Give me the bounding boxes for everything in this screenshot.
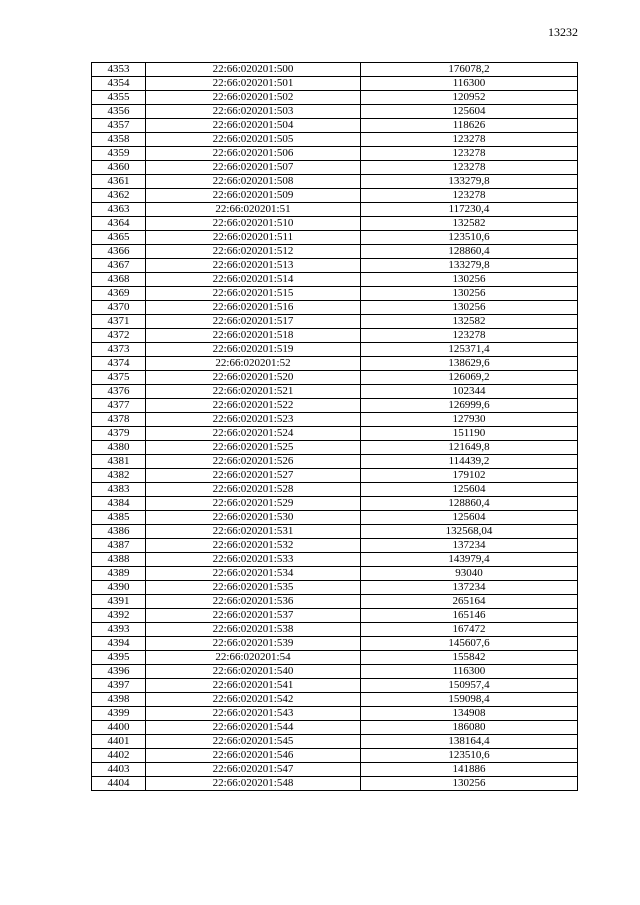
cadastral-number-cell: 22:66:020201:544 — [146, 721, 361, 735]
cadastral-number-cell: 22:66:020201:545 — [146, 735, 361, 749]
cadastral-number-cell: 22:66:020201:546 — [146, 749, 361, 763]
table-row — [92, 413, 578, 427]
row-number-cell: 4372 — [92, 329, 146, 343]
cadastral-number-cell: 22:66:020201:523 — [146, 413, 361, 427]
cadastral-number-cell: 22:66:020201:541 — [146, 679, 361, 693]
table-row — [92, 175, 578, 189]
row-number-cell: 4387 — [92, 539, 146, 553]
table-row — [92, 581, 578, 595]
row-number-cell: 4381 — [92, 455, 146, 469]
row-number-cell: 4359 — [92, 147, 146, 161]
cadastral-value-cell: 132582 — [361, 315, 578, 329]
cadastral-number-cell: 22:66:020201:534 — [146, 567, 361, 581]
table-row — [92, 609, 578, 623]
table-row — [92, 721, 578, 735]
cadastral-value-cell: 114439,2 — [361, 455, 578, 469]
cadastral-number-cell: 22:66:020201:516 — [146, 301, 361, 315]
row-number-cell: 4354 — [92, 77, 146, 91]
cadastral-value-cell: 123278 — [361, 161, 578, 175]
cadastral-number-cell: 22:66:020201:510 — [146, 217, 361, 231]
cadastral-number-cell: 22:66:020201:506 — [146, 147, 361, 161]
cadastral-value-cell: 145607,6 — [361, 637, 578, 651]
row-number-cell: 4391 — [92, 595, 146, 609]
table-row — [92, 273, 578, 287]
cadastral-number-cell: 22:66:020201:527 — [146, 469, 361, 483]
cadastral-value-cell: 265164 — [361, 595, 578, 609]
row-number-cell: 4385 — [92, 511, 146, 525]
cadastral-value-cell: 126069,2 — [361, 371, 578, 385]
cadastral-value-table — [91, 62, 578, 791]
cadastral-number-cell: 22:66:020201:540 — [146, 665, 361, 679]
cadastral-number-cell: 22:66:020201:543 — [146, 707, 361, 721]
table-row — [92, 693, 578, 707]
row-number-cell: 4384 — [92, 497, 146, 511]
row-number-cell: 4401 — [92, 735, 146, 749]
cadastral-value-cell: 165146 — [361, 609, 578, 623]
row-number-cell: 4355 — [92, 91, 146, 105]
cadastral-value-cell: 123278 — [361, 147, 578, 161]
cadastral-value-cell: 137234 — [361, 581, 578, 595]
cadastral-number-cell: 22:66:020201:526 — [146, 455, 361, 469]
cadastral-number-cell: 22:66:020201:529 — [146, 497, 361, 511]
table-row — [92, 525, 578, 539]
cadastral-value-cell: 116300 — [361, 665, 578, 679]
cadastral-number-cell: 22:66:020201:52 — [146, 357, 361, 371]
table-row — [92, 469, 578, 483]
table-row — [92, 217, 578, 231]
row-number-cell: 4398 — [92, 693, 146, 707]
cadastral-value-cell: 116300 — [361, 77, 578, 91]
row-number-cell: 4370 — [92, 301, 146, 315]
row-number-cell: 4353 — [92, 63, 146, 77]
table-row — [92, 133, 578, 147]
row-number-cell: 4358 — [92, 133, 146, 147]
table-row — [92, 189, 578, 203]
table-row — [92, 105, 578, 119]
row-number-cell: 4360 — [92, 161, 146, 175]
cadastral-value-cell: 130256 — [361, 273, 578, 287]
cadastral-value-cell: 125604 — [361, 483, 578, 497]
row-number-cell: 4382 — [92, 469, 146, 483]
row-number-cell: 4365 — [92, 231, 146, 245]
table-row — [92, 231, 578, 245]
cadastral-value-cell: 125604 — [361, 105, 578, 119]
cadastral-number-cell: 22:66:020201:520 — [146, 371, 361, 385]
row-number-cell: 4402 — [92, 749, 146, 763]
row-number-cell: 4396 — [92, 665, 146, 679]
cadastral-value-cell: 151190 — [361, 427, 578, 441]
row-number-cell: 4390 — [92, 581, 146, 595]
cadastral-value-cell: 102344 — [361, 385, 578, 399]
row-number-cell: 4362 — [92, 189, 146, 203]
table-row — [92, 707, 578, 721]
table-row — [92, 357, 578, 371]
cadastral-number-cell: 22:66:020201:547 — [146, 763, 361, 777]
table-row — [92, 651, 578, 665]
row-number-cell: 4389 — [92, 567, 146, 581]
cadastral-value-cell: 120952 — [361, 91, 578, 105]
row-number-cell: 4371 — [92, 315, 146, 329]
cadastral-number-cell: 22:66:020201:514 — [146, 273, 361, 287]
row-number-cell: 4383 — [92, 483, 146, 497]
cadastral-number-cell: 22:66:020201:542 — [146, 693, 361, 707]
cadastral-value-cell: 141886 — [361, 763, 578, 777]
cadastral-value-cell: 93040 — [361, 567, 578, 581]
cadastral-number-cell: 22:66:020201:521 — [146, 385, 361, 399]
table-row — [92, 777, 578, 791]
row-number-cell: 4361 — [92, 175, 146, 189]
table-body — [92, 63, 578, 791]
cadastral-value-cell: 128860,4 — [361, 245, 578, 259]
cadastral-number-cell: 22:66:020201:537 — [146, 609, 361, 623]
cadastral-value-cell: 118626 — [361, 119, 578, 133]
table-row — [92, 287, 578, 301]
cadastral-number-cell: 22:66:020201:524 — [146, 427, 361, 441]
cadastral-number-cell: 22:66:020201:503 — [146, 105, 361, 119]
table-row — [92, 665, 578, 679]
table-row — [92, 329, 578, 343]
cadastral-value-cell: 130256 — [361, 287, 578, 301]
row-number-cell: 4369 — [92, 287, 146, 301]
cadastral-value-cell: 128860,4 — [361, 497, 578, 511]
row-number-cell: 4404 — [92, 777, 146, 791]
page-number: 13232 — [548, 25, 578, 39]
cadastral-value-cell: 143979,4 — [361, 553, 578, 567]
table-row — [92, 385, 578, 399]
cadastral-value-cell: 117230,4 — [361, 203, 578, 217]
table-row — [92, 301, 578, 315]
cadastral-number-cell: 22:66:020201:507 — [146, 161, 361, 175]
table-row — [92, 147, 578, 161]
cadastral-number-cell: 22:66:020201:535 — [146, 581, 361, 595]
cadastral-value-cell: 123278 — [361, 189, 578, 203]
table-row — [92, 735, 578, 749]
table-row — [92, 455, 578, 469]
cadastral-number-cell: 22:66:020201:536 — [146, 595, 361, 609]
cadastral-number-cell: 22:66:020201:54 — [146, 651, 361, 665]
table-row — [92, 637, 578, 651]
table-row — [92, 763, 578, 777]
table-row — [92, 91, 578, 105]
cadastral-value-cell: 126999,6 — [361, 399, 578, 413]
cadastral-value-cell: 127930 — [361, 413, 578, 427]
cadastral-number-cell: 22:66:020201:519 — [146, 343, 361, 357]
row-number-cell: 4399 — [92, 707, 146, 721]
table-row — [92, 595, 578, 609]
cadastral-number-cell: 22:66:020201:531 — [146, 525, 361, 539]
cadastral-number-cell: 22:66:020201:504 — [146, 119, 361, 133]
row-number-cell: 4395 — [92, 651, 146, 665]
table-row — [92, 119, 578, 133]
cadastral-value-cell: 137234 — [361, 539, 578, 553]
cadastral-number-cell: 22:66:020201:548 — [146, 777, 361, 791]
cadastral-value-cell: 167472 — [361, 623, 578, 637]
cadastral-value-cell: 125371,4 — [361, 343, 578, 357]
table-row — [92, 63, 578, 77]
row-number-cell: 4379 — [92, 427, 146, 441]
cadastral-value-cell: 133279,8 — [361, 175, 578, 189]
table-row — [92, 539, 578, 553]
table-row — [92, 749, 578, 763]
table-row — [92, 399, 578, 413]
table-row — [92, 203, 578, 217]
row-number-cell: 4380 — [92, 441, 146, 455]
cadastral-number-cell: 22:66:020201:517 — [146, 315, 361, 329]
cadastral-value-cell: 186080 — [361, 721, 578, 735]
cadastral-number-cell: 22:66:020201:532 — [146, 539, 361, 553]
table-row — [92, 679, 578, 693]
cadastral-number-cell: 22:66:020201:515 — [146, 287, 361, 301]
table-row — [92, 161, 578, 175]
row-number-cell: 4367 — [92, 259, 146, 273]
cadastral-number-cell: 22:66:020201:51 — [146, 203, 361, 217]
cadastral-number-cell: 22:66:020201:502 — [146, 91, 361, 105]
row-number-cell: 4394 — [92, 637, 146, 651]
cadastral-value-cell: 138164,4 — [361, 735, 578, 749]
cadastral-number-cell: 22:66:020201:513 — [146, 259, 361, 273]
cadastral-value-cell: 123510,6 — [361, 749, 578, 763]
row-number-cell: 4368 — [92, 273, 146, 287]
cadastral-number-cell: 22:66:020201:501 — [146, 77, 361, 91]
cadastral-value-cell: 132582 — [361, 217, 578, 231]
table-row — [92, 441, 578, 455]
row-number-cell: 4400 — [92, 721, 146, 735]
cadastral-value-cell: 121649,8 — [361, 441, 578, 455]
row-number-cell: 4364 — [92, 217, 146, 231]
cadastral-value-cell: 134908 — [361, 707, 578, 721]
cadastral-number-cell: 22:66:020201:528 — [146, 483, 361, 497]
cadastral-value-cell: 138629,6 — [361, 357, 578, 371]
row-number-cell: 4357 — [92, 119, 146, 133]
row-number-cell: 4375 — [92, 371, 146, 385]
row-number-cell: 4378 — [92, 413, 146, 427]
table-row — [92, 623, 578, 637]
row-number-cell: 4363 — [92, 203, 146, 217]
table-row — [92, 77, 578, 91]
table-row — [92, 553, 578, 567]
cadastral-value-cell: 132568,04 — [361, 525, 578, 539]
cadastral-number-cell: 22:66:020201:500 — [146, 63, 361, 77]
row-number-cell: 4373 — [92, 343, 146, 357]
cadastral-number-cell: 22:66:020201:512 — [146, 245, 361, 259]
row-number-cell: 4397 — [92, 679, 146, 693]
cadastral-number-cell: 22:66:020201:533 — [146, 553, 361, 567]
cadastral-value-cell: 125604 — [361, 511, 578, 525]
cadastral-value-cell: 130256 — [361, 777, 578, 791]
cadastral-value-cell: 123278 — [361, 133, 578, 147]
table-row — [92, 371, 578, 385]
cadastral-number-cell: 22:66:020201:538 — [146, 623, 361, 637]
row-number-cell: 4388 — [92, 553, 146, 567]
cadastral-number-cell: 22:66:020201:525 — [146, 441, 361, 455]
cadastral-value-cell: 176078,2 — [361, 63, 578, 77]
cadastral-number-cell: 22:66:020201:522 — [146, 399, 361, 413]
row-number-cell: 4356 — [92, 105, 146, 119]
cadastral-number-cell: 22:66:020201:509 — [146, 189, 361, 203]
cadastral-number-cell: 22:66:020201:511 — [146, 231, 361, 245]
row-number-cell: 4377 — [92, 399, 146, 413]
table-row — [92, 343, 578, 357]
table-row — [92, 245, 578, 259]
row-number-cell: 4392 — [92, 609, 146, 623]
row-number-cell: 4376 — [92, 385, 146, 399]
cadastral-number-cell: 22:66:020201:539 — [146, 637, 361, 651]
cadastral-value-cell: 179102 — [361, 469, 578, 483]
cadastral-value-cell: 130256 — [361, 301, 578, 315]
row-number-cell: 4374 — [92, 357, 146, 371]
cadastral-value-cell: 133279,8 — [361, 259, 578, 273]
table-row — [92, 567, 578, 581]
cadastral-number-cell: 22:66:020201:505 — [146, 133, 361, 147]
cadastral-number-cell: 22:66:020201:518 — [146, 329, 361, 343]
cadastral-value-cell: 159098,4 — [361, 693, 578, 707]
cadastral-number-cell: 22:66:020201:508 — [146, 175, 361, 189]
table-row — [92, 511, 578, 525]
cadastral-value-cell: 123510,6 — [361, 231, 578, 245]
table-row — [92, 259, 578, 273]
row-number-cell: 4403 — [92, 763, 146, 777]
row-number-cell: 4393 — [92, 623, 146, 637]
table-row — [92, 427, 578, 441]
cadastral-value-cell: 150957,4 — [361, 679, 578, 693]
table-row — [92, 483, 578, 497]
cadastral-number-cell: 22:66:020201:530 — [146, 511, 361, 525]
cadastral-value-cell: 123278 — [361, 329, 578, 343]
row-number-cell: 4386 — [92, 525, 146, 539]
cadastral-value-cell: 155842 — [361, 651, 578, 665]
table-row — [92, 315, 578, 329]
row-number-cell: 4366 — [92, 245, 146, 259]
table-row — [92, 497, 578, 511]
